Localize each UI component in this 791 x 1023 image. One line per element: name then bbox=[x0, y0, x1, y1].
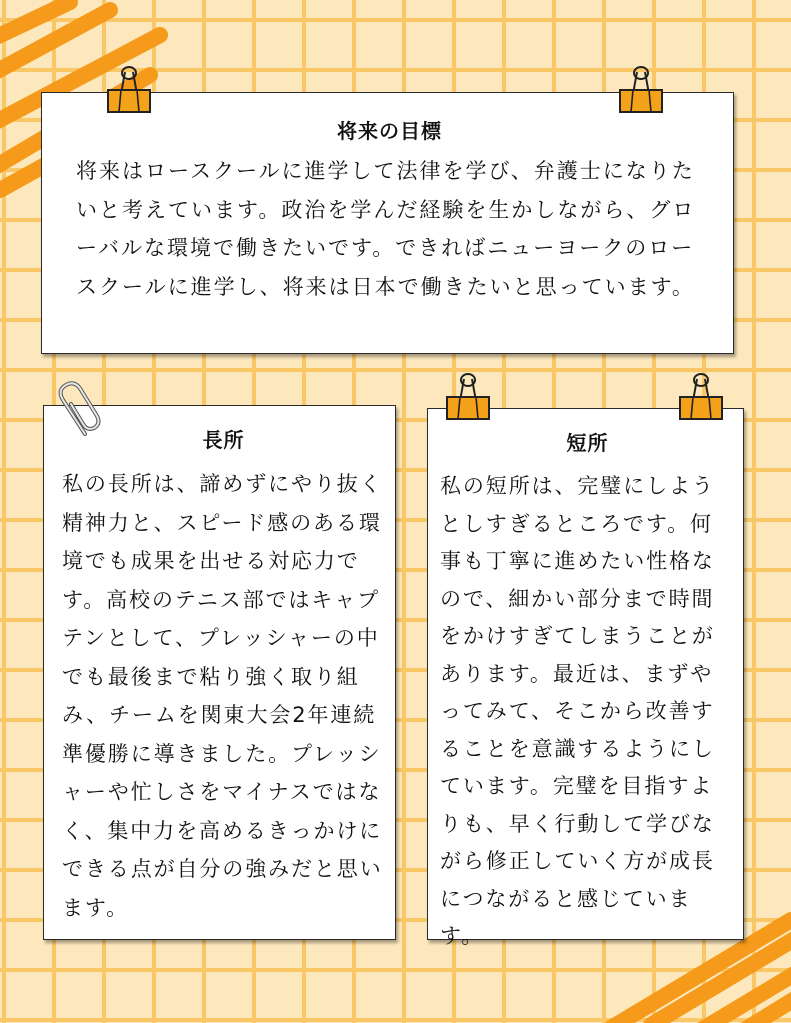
weakness-card bbox=[427, 408, 744, 948]
paperclip-icon bbox=[55, 378, 101, 438]
goal-title: 将来の目標 bbox=[337, 119, 442, 143]
strength-body: 私の長所は、諦めずにやり抜く精神力と、スピード感のある環境でも成果を出せる対応力です。高校のテニス部ではキャプテンとして、プレッシャーの中でも最後まで粘り強く取り組み、チームを関東大会2年連続準優勝に導きました。プレッシャーや忙しさをマイナスではなく、集中力を高めるきっかけにできる点が自分の強みだと思います。 bbox=[62, 472, 383, 920]
binder-clip-icon bbox=[444, 371, 492, 423]
binder-clip-icon bbox=[677, 371, 725, 423]
goal-card bbox=[41, 92, 734, 354]
strength-card bbox=[43, 405, 396, 940]
binder-clip-icon bbox=[617, 64, 665, 116]
weakness-title: 短所 bbox=[566, 431, 609, 455]
goal-body: 将来はロースクールに進学して法律を学び、弁護士になりたいと考えています。政治を学んだ経験を生かしながら、グローバルな環境で働きたいです。できればニューヨークのロースクールに進学し、将来は日本で働きたいと思っています。 bbox=[76, 159, 696, 299]
weakness-body: 私の短所は、完璧にしようとしすぎるところです。何事も丁寧に進めたい性格なので、細かい部分まで時間をかけすぎてしまうことがあります。最近は、まずやってみて、そこから改善することを意識するようにしています。完璧を目指すよりも、早く行動して学びながら修正していく方が成長につながると感じています。 bbox=[440, 474, 715, 948]
binder-clip-icon bbox=[105, 64, 153, 116]
strength-title: 長所 bbox=[202, 428, 245, 452]
